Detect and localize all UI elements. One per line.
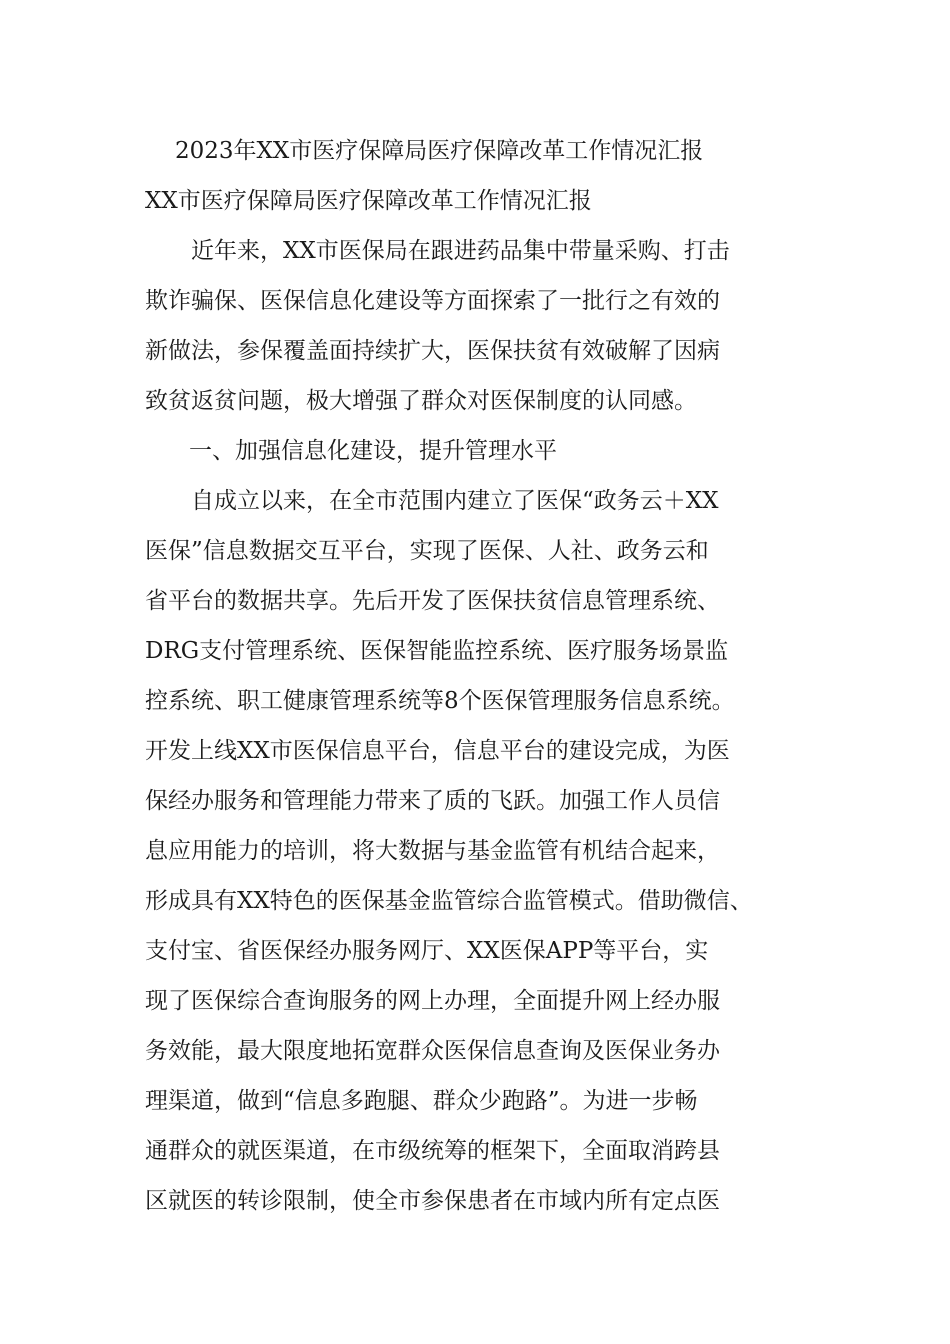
section-heading — [145, 426, 825, 476]
section-paragraph — [145, 476, 825, 1226]
intro-paragraph — [145, 226, 825, 426]
paragraph-line: 开发上线XX市医保信息平台，信息平台的建设完成，为医 — [145, 738, 730, 764]
paragraph-line: 致贫返贫问题，极大增强了群众对医保制度的认同感。 — [145, 388, 697, 414]
document-subtitle: XX市医疗保障局医疗保障改革工作情况汇报 — [145, 188, 592, 214]
paragraph-line: 理渠道，做到“信息多跑腿、群众少跑路”。为进一步畅 — [145, 1088, 698, 1114]
paragraph-line: 形成具有XX特色的医保基金监管综合监管模式。借助微信、 — [145, 888, 753, 914]
section-heading-text: 一、加强信息化建设，提升管理水平 — [189, 438, 557, 464]
paragraph-line: 息应用能力的培训，将大数据与基金监管有机结合起来， — [145, 838, 720, 864]
paragraph-line: 自成立以来，在全市范围内建立了医保“政务云＋XX — [191, 488, 719, 514]
paragraph-line: 医保”信息数据交互平台，实现了医保、人社、政务云和 — [145, 538, 709, 564]
paragraph-line: DRG支付管理系统、医保智能监控系统、医疗服务场景监 — [145, 638, 729, 664]
paragraph-line: 欺诈骗保、医保信息化建设等方面探索了一批行之有效的 — [145, 288, 720, 314]
paragraph-line: 支付宝、省医保经办服务网厅、XX医保APP等平台，实 — [145, 938, 709, 964]
paragraph-line: 控系统、职工健康管理系统等8个医保管理服务信息系统。 — [145, 688, 735, 714]
paragraph-line: 新做法，参保覆盖面持续扩大，医保扶贫有效破解了因病 — [145, 338, 720, 364]
paragraph-line: 近年来，XX市医保局在跟进药品集中带量采购、打击 — [191, 238, 730, 264]
document-body — [145, 126, 825, 1226]
paragraph-line: 保经办服务和管理能力带来了质的飞跃。加强工作人员信 — [145, 788, 720, 814]
paragraph-line: 区就医的转诊限制，使全市参保患者在市域内所有定点医 — [145, 1188, 720, 1214]
paragraph-line: 通群众的就医渠道，在市级统筹的框架下，全面取消跨县 — [145, 1138, 720, 1164]
document-title: 2023年XX市医疗保障局医疗保障改革工作情况汇报 — [175, 138, 704, 164]
paragraph-line: 省平台的数据共享。先后开发了医保扶贫信息管理系统、 — [145, 588, 720, 614]
paragraph-line: 现了医保综合查询服务的网上办理，全面提升网上经办服 — [145, 988, 720, 1014]
paragraph-line: 务效能，最大限度地拓宽群众医保信息查询及医保业务办 — [145, 1038, 720, 1064]
